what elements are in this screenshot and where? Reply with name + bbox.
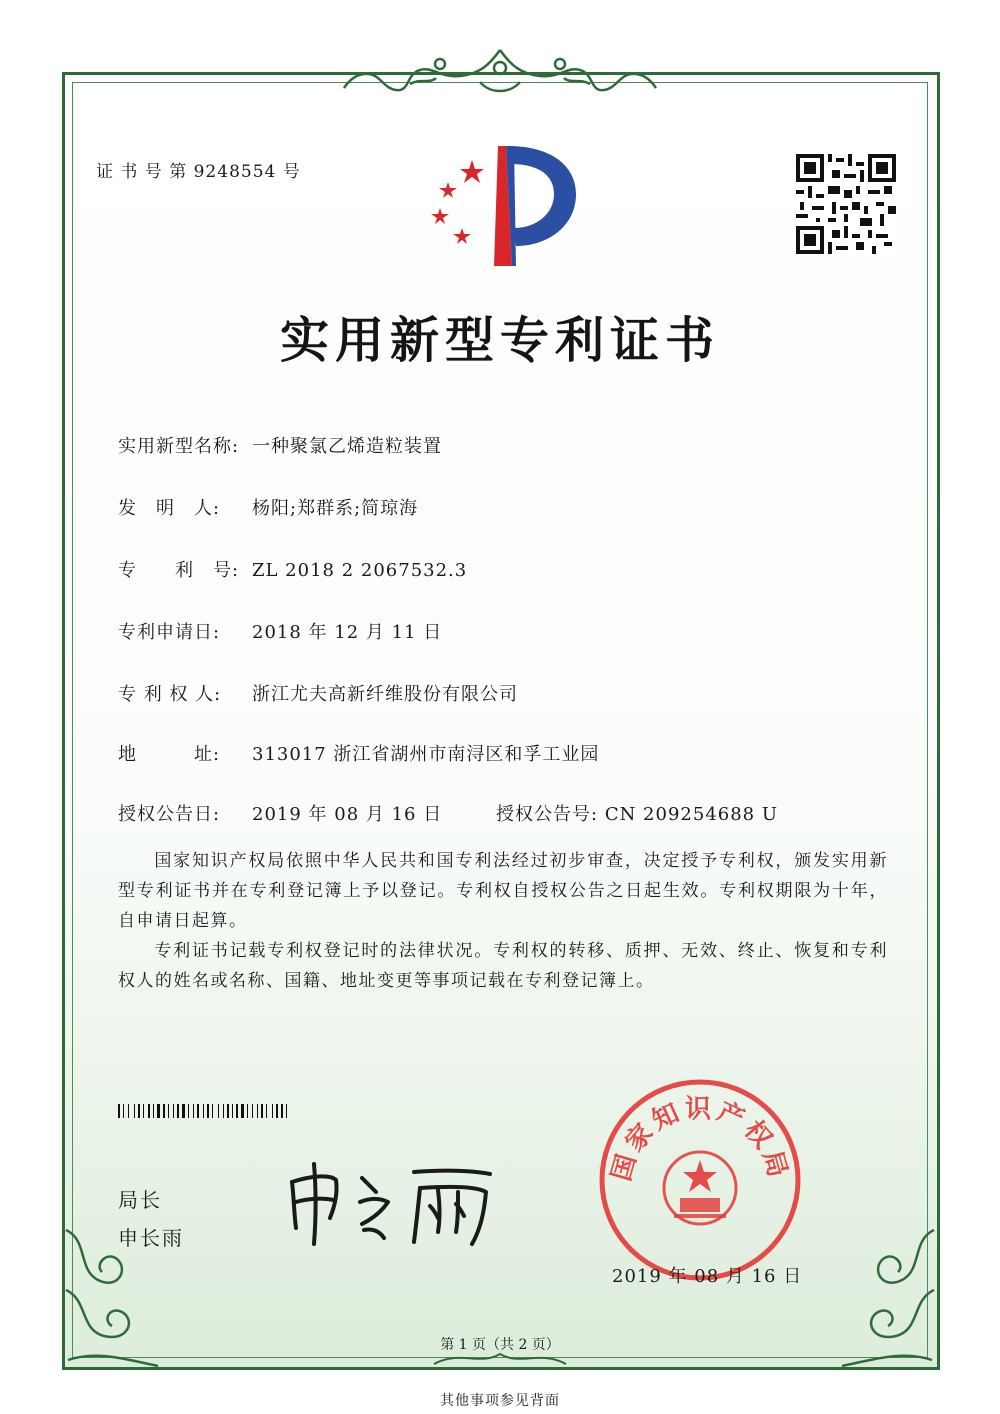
field-label: 专利申请日: (118, 622, 221, 643)
field-label: 授权公告日: (118, 804, 221, 825)
barcode-bar (212, 1104, 213, 1118)
barcode-bar (266, 1104, 267, 1118)
official-seal-icon (596, 1076, 804, 1284)
field-value: 2019 年 08 月 16 日 (252, 804, 443, 825)
barcode-bar (188, 1104, 189, 1118)
field-value: 2018 年 12 月 11 日 (252, 622, 443, 643)
barcode-bar (261, 1104, 263, 1118)
footer-note: 其他事项参见背面 (440, 1393, 560, 1409)
barcode-bar (118, 1104, 120, 1118)
barcode-bar (197, 1104, 199, 1118)
barcode-bar (203, 1104, 204, 1118)
barcode-bar (276, 1104, 278, 1118)
barcode-bar (193, 1104, 194, 1118)
barcode-bar (286, 1104, 287, 1118)
paragraph-text: 国家知识产权局依照中华人民共和国专利法经过初步审查，决定授予专利权，颁发实用新型专利证书并在专利登记簿上予以登记。专利权自授权公告之日起生效。专利权期限为十年，自申请日起算。 (118, 851, 888, 931)
field-value: ZL 2018 2 2067532.3 (252, 560, 468, 581)
barcode-bar (207, 1104, 209, 1118)
barcode-bar (157, 1104, 160, 1118)
field-label: 授权公告号: (496, 804, 599, 825)
qr-code-icon (796, 154, 896, 254)
barcode-bar (168, 1104, 169, 1118)
field-label: 专 利 号: (118, 560, 240, 581)
field-value: 313017 浙江省湖州市南浔区和孚工业园 (252, 744, 600, 765)
field-inventors (118, 494, 418, 520)
barcode-bar (272, 1104, 273, 1118)
field-grant-number (496, 800, 778, 826)
field-value: CN 209254688 U (604, 804, 779, 825)
field-grant-date (118, 800, 442, 826)
barcode-bar (173, 1104, 174, 1118)
barcode-bar (241, 1104, 244, 1118)
handwritten-signature-icon (280, 1158, 500, 1248)
page-number: 第 1 页（共 2 页） (440, 1337, 560, 1353)
field-value: 一种聚氯乙烯造粒装置 (252, 436, 442, 457)
field-address (118, 740, 599, 766)
barcode-bar (223, 1104, 224, 1118)
barcode-bar (123, 1104, 124, 1118)
field-patentee (118, 680, 518, 706)
seal-date: 2019 年 08 月 16 日 (612, 1266, 803, 1287)
barcode-bar (257, 1104, 258, 1118)
barcode-bar (138, 1104, 140, 1118)
barcode-bar (247, 1104, 248, 1118)
barcode-bar (252, 1104, 253, 1118)
barcode-bar (218, 1104, 219, 1118)
field-patent-number (118, 556, 467, 582)
field-application-date (118, 618, 442, 644)
field-label: 发 明 人: (118, 498, 221, 519)
barcode-bar (143, 1104, 144, 1118)
legal-paragraph-2 (118, 936, 888, 996)
top-scroll-ornament-icon (340, 44, 660, 100)
field-label: 地 址: (118, 744, 221, 765)
barcode-bar (232, 1104, 233, 1118)
field-model-name (118, 432, 442, 458)
barcode-bar (134, 1104, 135, 1118)
barcode-bar (236, 1104, 238, 1118)
certificate-number: 证 书 号 第 9248554 号 (96, 162, 301, 182)
signatory-title: 局长 (118, 1188, 162, 1212)
legal-paragraph-1 (118, 846, 888, 936)
certificate-title: 实用新型专利证书 (279, 312, 720, 369)
barcode-bar (148, 1104, 150, 1118)
seal-text: 国家知识产权局 (606, 1094, 794, 1185)
paragraph-text: 专利证书记载专利权登记时的法律状况。专利权的转移、质押、无效、终止、恢复和专利权人的姓名或名称、国籍、地址变更等事项记载在专利登记簿上。 (118, 941, 888, 991)
field-label: 专 利 权 人: (118, 684, 222, 705)
signatory-name: 申长雨 (118, 1226, 184, 1250)
barcode-bar (153, 1104, 154, 1118)
barcode-bar (128, 1104, 129, 1118)
barcode-bar (182, 1104, 185, 1118)
barcode-bar (177, 1104, 179, 1118)
barcode-bar (227, 1104, 229, 1118)
barcode-bar (281, 1104, 283, 1118)
patent-logo-icon (424, 142, 584, 270)
field-label: 实用新型名称: (118, 436, 240, 457)
field-value: 浙江尤夫高新纤维股份有限公司 (252, 684, 518, 705)
field-value: 杨阳;郑群系;简琼海 (252, 498, 419, 519)
barcode-icon (118, 1104, 354, 1118)
barcode-bar (163, 1104, 165, 1118)
